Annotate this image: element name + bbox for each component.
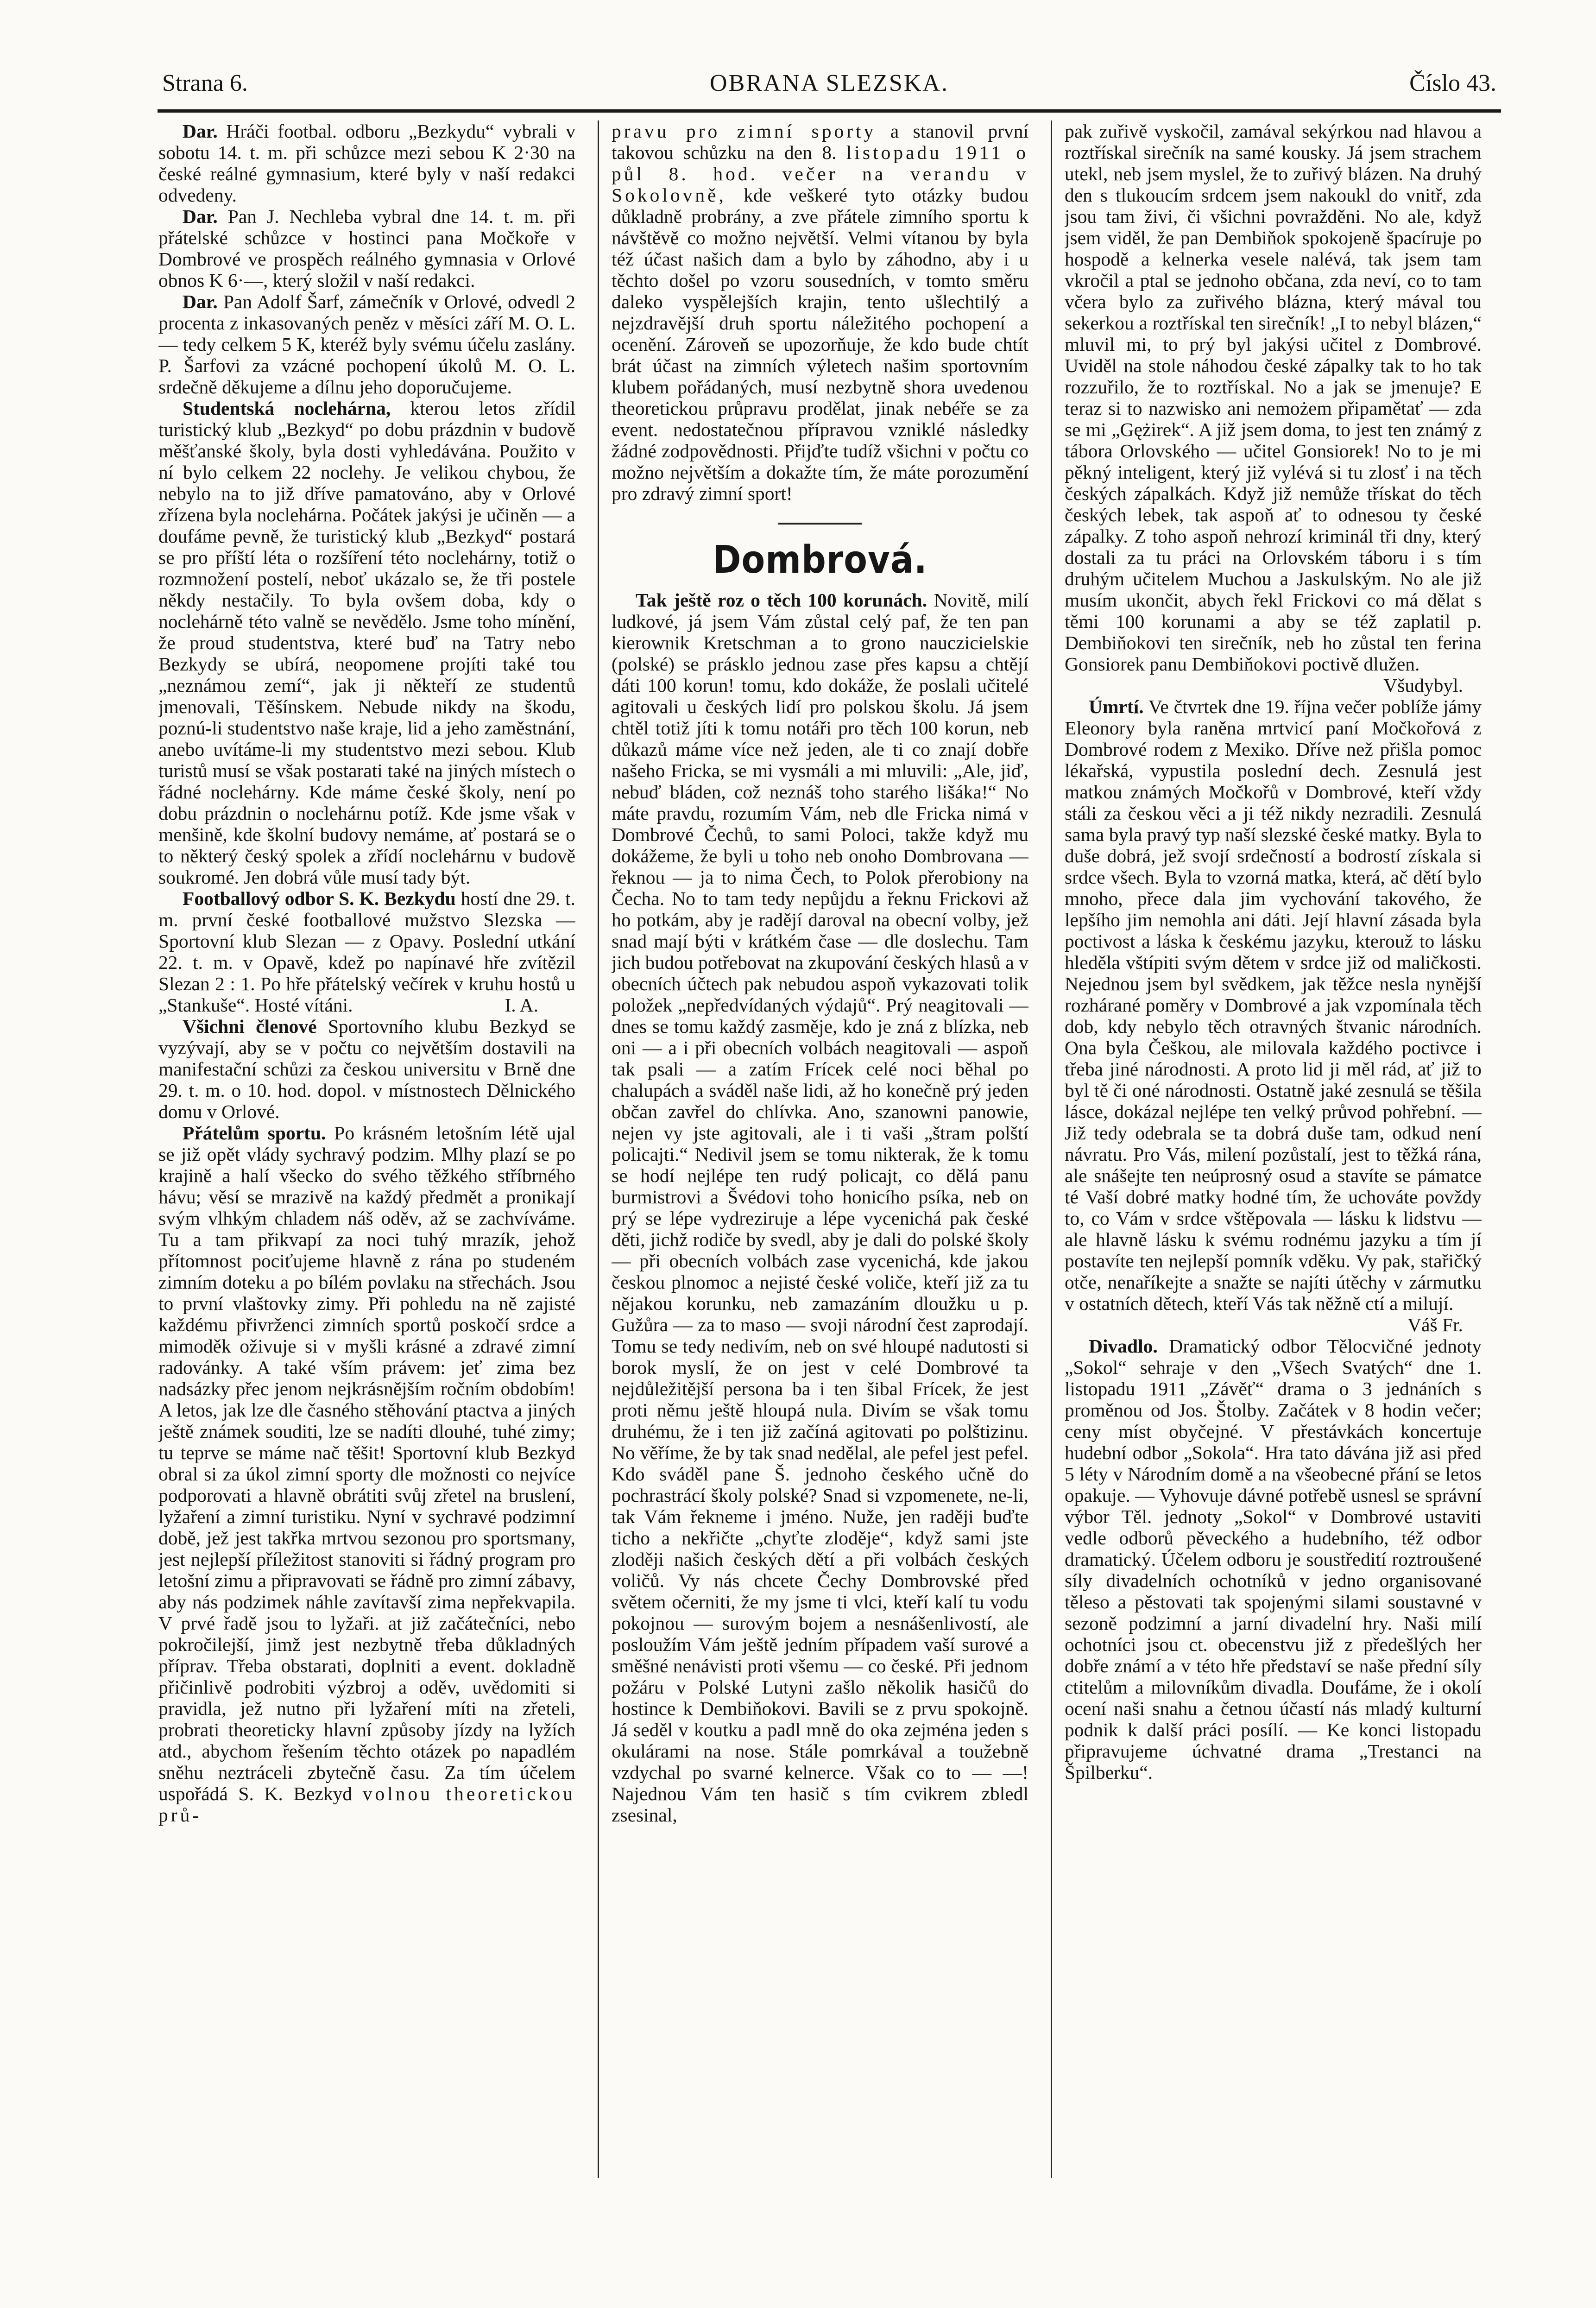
article-signature: Váš Fr. (1407, 1314, 1463, 1335)
article-paragraph (158, 888, 575, 1016)
article-paragraph (158, 1016, 575, 1122)
article-text: Pan Adolf Šarf, zámečník v Orlové, odvedl 2 procenta z inkasovaných peněz v měsíci září M. O. L. — tedy celkem 5 K, kteréž byly svému účelu zaslány. P. Šarfovi za vzácné pochopení úkolů M. O. L. srdečně děkujeme a dílnu jeho doporučujeme. (158, 291, 575, 398)
article-text: pak zuřivě vyskočil, zamával sekýrkou nad hlavou a roztřískal sirečník na samé kousky. Já jsem strachem utekl, neb jsem myslel, že to zuřivý blázen. Na druhý den s tlukoucím srdcem jsem nakoukl do vnitř, zda jsou tam živi, či všichni povražděni. No ale, když jsem viděl, že pan Dembiňok spokojeně špacíruje po hospodě a kelnerka vesele nalévá, tak jsem tam vkročil a ptal se jednoho občana, zda neví, co to tam včera bylo za zuřivého blázna, který mával tou sekerkou a roztřískal ten sirečník! „I to nebyl blázen,“ mluvil mi, to prý byl jakýsi učitel z Dombrové. Uviděl na stole náhodou české zápalky tak to ho tak rozzuřilo, že to roztřískal. No a jak se jmenuje? E teraz si to nazwisko ani nemożem připamětať — zda se mi „Gężirek“. A již jsem doma, to jest ten známý z tábora Orlovského — učitel Gonsiorek! No to je mi pěkný inteligent, který již vylévá si tu zlosť i na těch českých zápalkách. Když již nemůže třískat do těch českých lebek, tak aspoň ať to odnesou ty české zápalky. Z toho aspoň nehrozí kriminál tři dny, který dostali za tu práci na Orlovském táboru i s tím druhým učitelem Muchou a Jaskulským. No ale již musím ukončit, abych řekl Frickovi co má dělat s těmi 100 korunami a aby se též zaplatil p. Dembiňokovi ten sirečník, neb ho zůstal ten ferina Gonsiorek panu Dembiňokovi poctivě dlužen. (1065, 120, 1482, 675)
column-2 (612, 120, 1028, 2178)
article-paragraph (1065, 696, 1482, 1314)
article-signature: Všudybyl. (1383, 675, 1463, 696)
article-lead: Dar. (183, 291, 218, 312)
column-3 (1065, 120, 1482, 2178)
article-text-spaced: listopadu 1911 o půl 8. hod. večer na verandu v Sokolovně, (612, 142, 1028, 206)
issue-number: Číslo 43. (1409, 70, 1496, 96)
article-text: a stanovil první takovou schůzku na den 8. (612, 120, 1028, 163)
section-divider (778, 523, 862, 525)
page-number: Strana 6. (162, 70, 248, 96)
article-text: Po krásném letošním létě ujal se již opět vlády sychravý podzim. Mlhy plazí se po krajině a halí všecko do svého těžkého stříbrného hávu; věsí se mrazivě na každý předmět a pronikají svým vlhkým chladem náš oděv, až se zachvíváme. Tu a tam přikvapí za noci tuhý mrazík, jehož přítomnost pociťujeme hlavně z rána po studeném zimním doteku a po bílém povlaku na střechách. Jsou to první vlaštovky zimy. Při pohledu na ně zajisté každému přivrženci zimních sportů poskočí srdce a mimoděk oživuje si v myšli krásné a zdravé zimní radovánky. A také vším právem: jeť zima bez nadsázky přec jenom nejkrásnějším ročním obdobím! A letos, jak lze dle časného stěhování ptactva a jiných ještě známek souditi, lze se nadíti dlouhé, tuhé zimy; tu teprve se máme nač těšit! Sportovní klub Bezkyd obral si za úkol zimní sporty dle možnosti co nejvíce podporovati a hlavně obrátiti svůj zřetel na bruslení, lyžaření a zimní turistiku. Nyní v sychravé podzimní době, jež jest takřka mrtvou sezonou pro sportsmany, jest nejlepší příležitost stanoviti si řádný program pro letošní zimu a připravovati se řádně pro zimní zábavy, aby nás podzimek náhle zavítavší zima nepřekvapila. V prvé řadě jsou to lyžaři. at již začátečníci, nebo pokročilejší, jimž jest nezbytně třeba důkladných příprav. Třeba obstarati, doplniti a event. dokladně přičinlivě podrobiti výzbroj a oděv, uvědomiti si pravidla, jež nutno při lyžaření míti na zřeteli, probrati theoreticky hlavní způsoby jízdy na lyžích atd., abychom řešením těchto otázek po napadlém sněhu neztráceli zbytečně času. Za tím účelem uspořádá S. K. Bezkyd (158, 1122, 575, 1804)
article-paragraph (158, 206, 575, 291)
article-text: hostí dne 29. t. m. první české footballové mužstvo Slezska — Sportovní klub Slezan — z Opavy. Poslední utkání 22. t. m. v Opavě, kdež po napínavé hře zvítězil Slezan 2 : 1. Po hře přátelský večírek v kruhu hostů u „Stankuše“. Hosté vítáni. (158, 888, 575, 1016)
article-paragraph (158, 1122, 575, 1826)
article-text: Hráči footbal. odboru „Bezkydu“ vybrali v sobotu 14. t. m. při schůzce mezi sebou K 2·30 na české reálné gymnasium, které byly v naší redakci odvedeny. (158, 120, 575, 206)
article-lead: Tak ještě roz o těch 100 korunách. (636, 589, 927, 611)
section-title: Dombrová. (713, 538, 927, 582)
article-signature: I. A. (505, 994, 538, 1016)
article-text: kde veškeré tyto otázky budou důkladně probrány, a zve přátele zimního sportu k návštěvě co možno největší. Velmi vítanou by byla též účast našich dam a bylo by záhodno, aby i u těchto došel po vzoru sousedních, v tomto směru daleko vyspělejších krajin, tento ušlechtilý a nejzdravější druh sportu náležitého pochopení a ocenění. Zároveň se upozorňuje, že kdo bude chtít brát účast na zimních výletech našim sportovním klubem pořádaných, musí nezbytně shora uvedenou theoretickou průpravu prodělat, jinak nebéře se za event. nedostatečnou přípravou vzniklé následky žádné zodpovědnosti. Přijďte tudíž všichni v počtu co možno největším a dokažte tím, že máte porozumění pro zdravý zimní sport! (612, 184, 1028, 504)
article-lead: Přátelům sportu. (183, 1122, 326, 1144)
article-paragraph (158, 398, 575, 888)
article-paragraph (612, 589, 1028, 1826)
newspaper-title: OBRANA SLEZSKA. (710, 70, 949, 96)
page-header (162, 60, 1496, 107)
article-text: Dramatický odbor Tělocvičné jednoty „Sokol“ sehraje v den „Všech Svatých“ dne 1. listopadu 1911 „Závěť“ drama o 3 jednáních s proměnou od Jos. Štolby. Začátek v 8 hodin večer; ceny míst obyčejné. V přestávkách koncertuje hudební odbor „Sokola“. Hra tato dávána již asi před 5 léty v Národním domě a na všeobecné přání se letos opakuje. — Vyhovuje dávné potřebě usnesl se správní výbor Těl. jednoty „Sokol“ v Dombrové ustaviti vedle odborů pěveckého a hudebního, též odbor dramatický. Účelem odboru je soustředití roztroušené síly divadelních ochotníků v jedno organisované těleso a pěstovati tak spojenými silami soustavné v sezoně podzimní a jarní divadelní hry. Naši milí ochotníci jsou ct. obecenstvu již z předešlých her dobře známí a v této hře představí se naše přední síly ctitelům a milovníkům divadla. Doufáme, že i okolí ocení naši snahu a četnou účastí nás mladý kulturní podnik k další práci posílí. — Ke konci listopadu připravujeme úchvatné drama „Trestanci na Špilberku“. (1065, 1335, 1482, 1783)
article-text: Ve čtvrtek dne 19. října večer poblíže jámy Eleonory byla raněna mrtvicí paní Močkořová z Dombrové rodem z Mexiko. Dříve než přišla pomoc lékařská, vypustila poslední dech. Zesnulá jest matkou známých Močkořů v Dombrové, kteří vždy stáli za českou věci a ji též nikdy nezradili. Zesnulá sama byla pravý typ naší slezské české matky. Byla to duše dobrá, jež svojí srdečností a bodrostí získala si srdce všech. Byla to vzorná matka, která, ač dětí bylo mnoho, přece dala jim vychování takového, že lepšího jim nemohla ani dáti. Její hlavní zásada byla poctivost a láska k českému jazyku, kterouž to lásku hleděla vštípiti svým dětem v srdce již od maličkosti. Nejednou jsem byl svědkem, jak těžce nesla nynější rozhárané poměry v Dombrové a jak vzpomínala těch dob, kdy nebylo těch otravných štvanic národních. Ona byla Češkou, ale milovala každého poctivce i třeba jiné národnosti. A proto lid ji měl rád, ať již to byl tě či oné národnosti. Ostatně jaké zesnulá se těšila lásce, dokázal nejlépe ten velký průvod pohřební. — Již tedy odebrala se ta dobrá duše tam, odkud není návratu. Pro Vás, milení pozůstalí, jest to těžká rána, ale snášejte ten neúprosný osud a stavíte se pámatce té Vaší dobré matky hodné tím, že uchováte povždy to, co Vám v srdce vštěpovala — lásku k lidstvu — ale hlavně lásku k svému rodnému jazyku a tím jí postavíte ten nejlepší pomník vděku. Vy pak, stařičký otče, nenaříkejte a snažte se najíti útěchy v zármutku v ostatních dětech, kteří Vás tak něžně ctí a milují. (1065, 696, 1482, 1314)
article-paragraph (1065, 1335, 1482, 1783)
article-text-spaced: volnou theoretickou prů- (158, 1783, 575, 1826)
column-divider (598, 120, 599, 2178)
article-text-spaced: pravu pro zimní sporty (612, 120, 877, 142)
article-lead: Všichni členové (183, 1016, 317, 1037)
article-paragraph (158, 120, 575, 206)
article-lead: Footballový odbor S. K. Bezkydu (183, 888, 456, 909)
article-text: Sportovního klubu Bezkyd se vyzývají, aby se v počtu co největším dostavili na manifestační schůzi za českou universitu v Brně dne 29. t. m. o 10. hod. dopol. v místnostech Dělnického domu v Orlové. (158, 1016, 575, 1122)
article-lead: Divadlo. (1089, 1335, 1158, 1357)
article-lead: Studentská noclehárna, (183, 398, 391, 419)
article-lead: Dar. (183, 120, 218, 142)
article-text: Novitě, milí ludkové, já jsem Vám zůstal celý paf, že ten pan kierownik Kretschman a to grono nauczicielskie (polské) se prásklo jednou zase přes kapsu a chtějí dáti 100 korun! tomu, kdo dokáže, že poslali učitelé agitovali u českých lidí pro polskou školu. Já jsem chtěl totiž jíti k tomu notáři pro těch 100 korun, neb důkazů máme více než jeden, ale ti co znají dobře našeho Fricka, se mi vysmáli a mi mluvili: „Ale, jiď, nebuď bláden, což neznáš toho starého lišáka!“ No máte pravdu, rozumím Vám, neb dle Fricka nimá v Dombrové Čechů, to sami Poloci, takže když mu dokážeme, že byli u toho neb onoho Dombrovana — řeknou — ja to nima Čech, to Polok přerobiony na Čecha. No to tam tedy nepůjdu a řeknu Frickovi až ho potkám, aby je radějí daroval na obecní volby, jež snad mají býti v krátkém čase — dle doslechu. Tam jich budou potřebovat na zkupování českých hlasů a v obecních účtech pak nebudou aspoň vykazovati tolik položek „nepředvídaných výdajů“. Prý neagitovali — dnes se tomu každý zasměje, kdo je zná z blízka, neb oni — a i při obecních volbách neagitovali — aspoň tak psali — a zatím Frícek celé noci běhal po chalupách a sváděl naše lidi, až ho konečně prý jeden občan zavřel do chlívka. Ano, szanowni panowie, nejen vy jste agitovali, ale i ti vaši „štram polští policajti.“ Nedivil jsem se tomu nikterak, že k tomu se hodí nejlépe ten rudý policajt, co dělá panu burmistrovi a Švédovi toho honicího psíka, neb on prý se lépe vydreziruje a lépe vycenichá pak české děti, jichž rodiče by svedl, aby je dali do polské školy — při obecních volbách zase vycenichá, kde jakou českou plnomoc a nejisté české voliče, kteří již za tu nějakou korunku, neb zamazáním dloužku u p. Gužůra — za to maso — svoji národní čest zaprodají. Tomu se tedy nedivím, neb on své hloupé nadutosti si borok myslí, že on jest v celé Dombrové ta nejdůležitější persona ba i ten šibal Frícek, že jest proti němu ještě hloupá nula. Divím se však tomu druhému, že i ten již začíná agitovati po polštizinu. No věříme, že by tak snad nedělal, ale pefel jest pefel. Kdo sváděl pane Š. jednoho českého učně do pochrastrácí školy polské? Snad si vzpomenete, ne-li, tak Vám řekneme i jméno. Nuže, jen raději buďte ticho a nekřičte „chyťte zloděje“, když sami jste zloději našich českých dětí a při volbách českých voličů. Vy nás chcete Čechy Dombrovské před světem očerniti, že my jsme ti vlci, kteří kalí tu vodu pokojnou — surovým bojem a nesnášenlivostí, ale posloužím Vám ještě jedním případem vaší surové a směšné nenávisti proti všemu — co české. Při jednom požáru v Polské Lutyni zašlo několik hasičů do hostince k Dembiňokovi. Bavili se z prvu spokojně. Já seděl v koutku a padl mně do oka zejména jeden s okulárami na nose. Stále pomrkával a toužebně vzdychal po svarné kelnerce. Však co to — —! Najednou Vám ten hasič s tím cvikrem zbledl zsesinal, (612, 589, 1028, 1826)
column-divider (1051, 120, 1052, 2178)
article-lead: Úmrtí. (1089, 696, 1144, 717)
article-paragraph (1065, 120, 1482, 675)
column-1 (158, 120, 575, 2178)
article-text: kterou letos zřídil turistický klub „Bezkyd“ po dobu prázdnin v budově měšťanské školy, byla dosti vyhledávána. Použito v ní bylo celkem 22 noclehy. Je velikou chybou, že nebylo na to již dříve pamatováno, aby v Orlové zřízena byla noclehárna. Počátek jakýsi je učiněn — a doufáme pevně, že turistický klub „Bezkyd“ postará se pro příští léta o rozšíření této noclehárny, totiž o rozmnožení postelí, neboť ukázalo se, že tři postele někdy nestačily. To byla ovšem doba, kdy o noclehárně této valně se nevědělo. Jsme toho mínění, že proud studentstva, které buď na Tatry nebo Bezkydy se ubírá, neopomene projíti také tou „neznámou zemí“, jak ji někteří ze studentů jmenovali, Těšínskem. Nebude nikdy na škodu, poznú-li studentstvo naše kraje, lid a jeho zaměstnání, anebo uvítáme-li my studentstvo mezi sebou. Klub turistů musí se však postarati také na jiných místech o řádné noclehárny. Kde máme české školy, není po dobu prázdnin o noclehárnu potíž. Kde jsme však v menšině, kde školní budovy nemáme, ať postará se o to některý český spolek a zřídí noclehárnu v budově soukromé. Jen dobrá vůle musí tady být. (158, 398, 575, 888)
header-rule (158, 109, 1501, 113)
article-lead: Dar. (183, 206, 218, 227)
article-paragraph (612, 120, 1028, 504)
article-text: Pan J. Nechleba vybral dne 14. t. m. při přátelské schůzce v hostinci pana Močkoře v Dombrové ve prospěch reálného gymnasia v Orlové obnos K 6·—, který složil v naší redakci. (158, 206, 575, 291)
article-paragraph (158, 291, 575, 398)
